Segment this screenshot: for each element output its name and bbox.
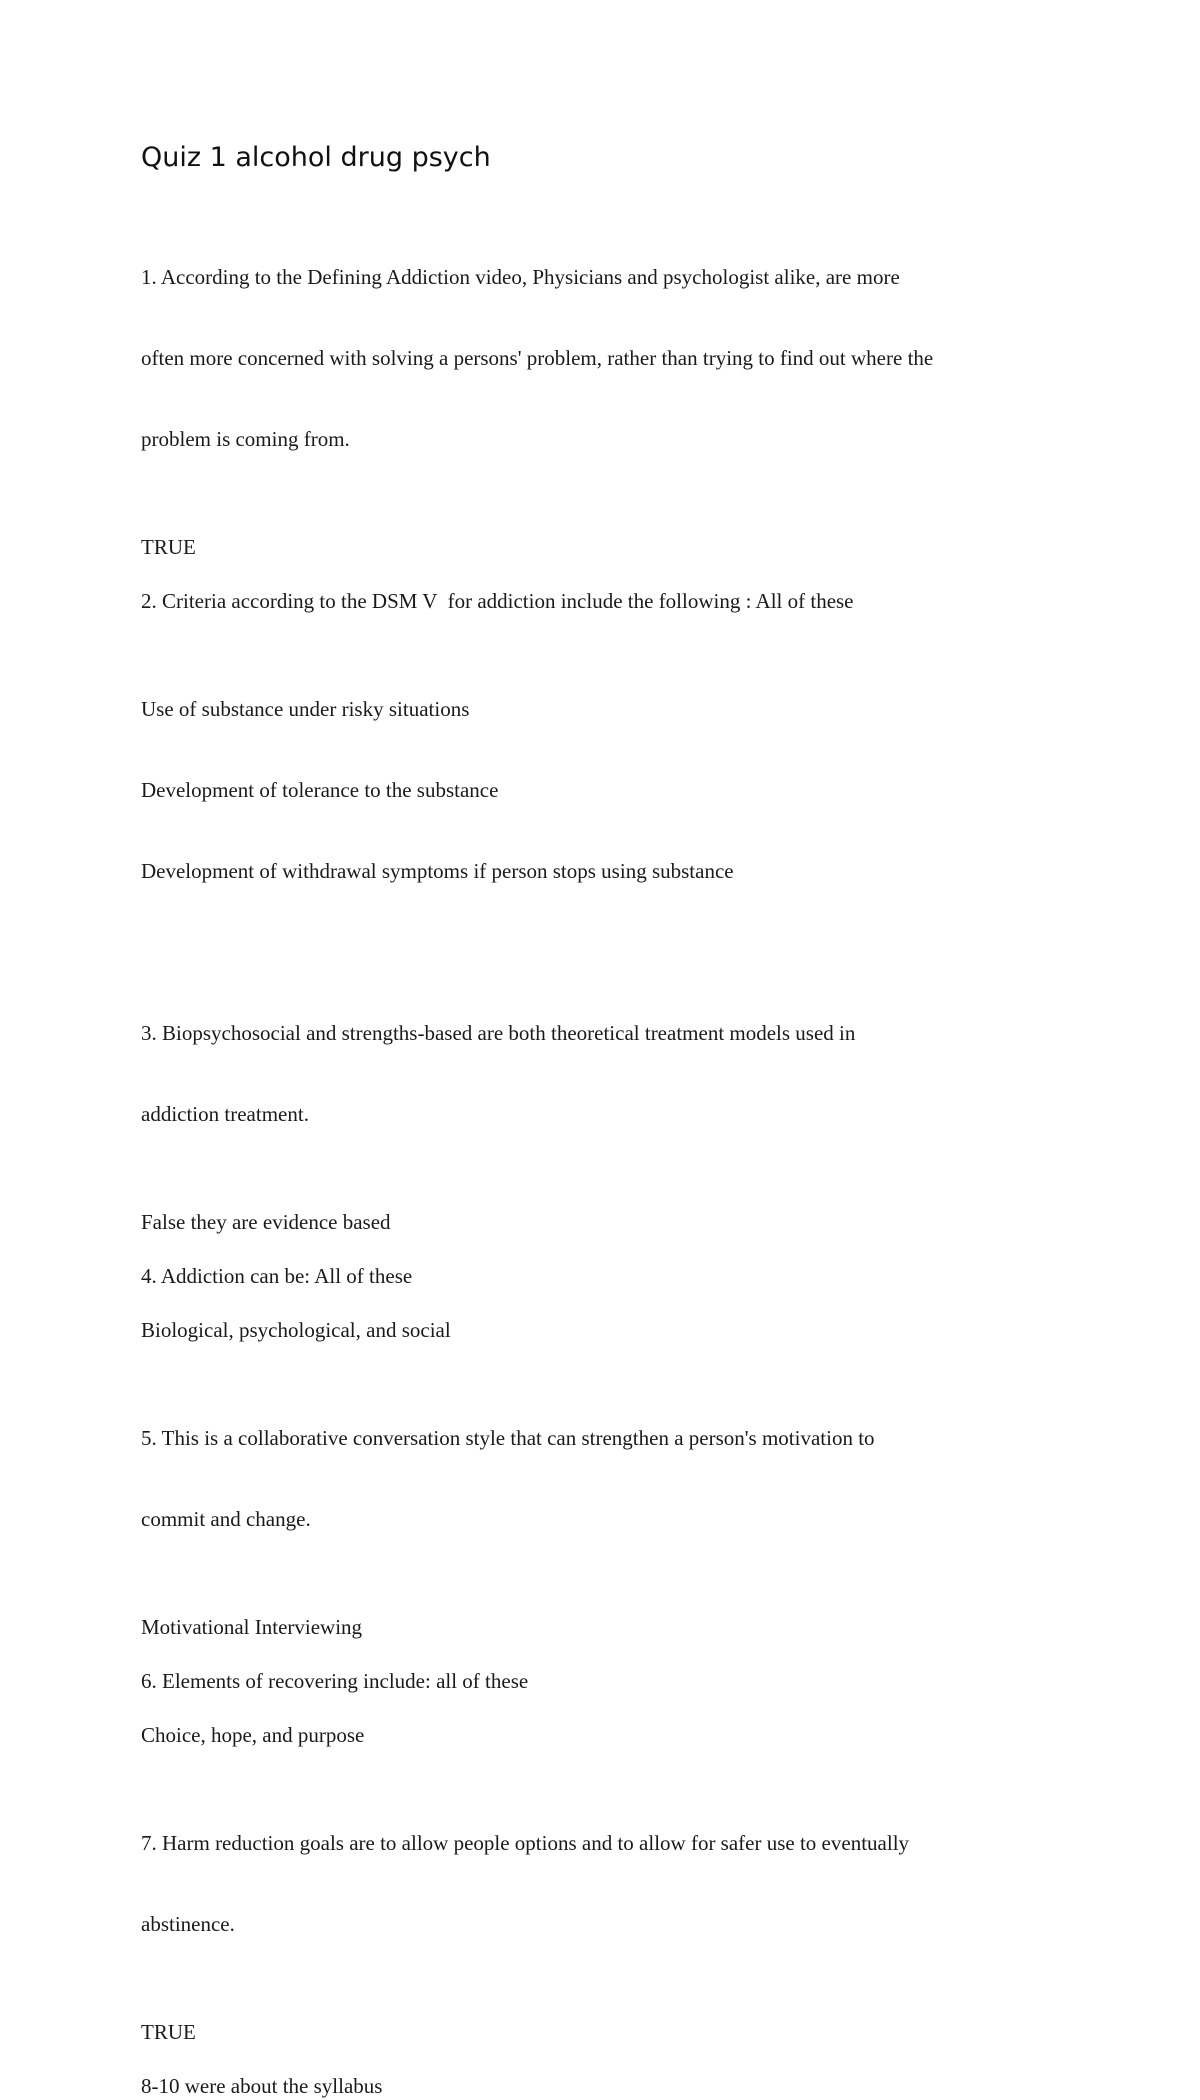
answer-6: Choice, hope, and purpose [141, 1723, 365, 1747]
question-1 [141, 210, 1066, 507]
answer-4: Biological, psychological, and social [141, 1318, 451, 1342]
option-item: Use of substance under risky situations [141, 697, 470, 721]
question-6: 6. Elements of recovering include: all of these [141, 1669, 529, 1693]
question-3 [141, 966, 1066, 1182]
question-5-line: 5. This is a collaborative conversation style that can strengthen a person's motivation to [141, 1426, 875, 1450]
answer-5: Motivational Interviewing [141, 1615, 363, 1639]
question-1-line: problem is coming from. [141, 427, 350, 451]
question-1-line: often more concerned with solving a persons' problem, rather than trying to find out where the [141, 346, 934, 370]
question-7-line: 7. Harm reduction goals are to allow people options and to allow for safer use to eventually [141, 1831, 910, 1855]
question-3-line: 3. Biopsychosocial and strengths-based are both theoretical treatment models used in [141, 1021, 856, 1045]
question-2: 2. Criteria according to the DSM V for addiction include the following : All of these [141, 589, 854, 613]
document-title: Quiz 1 alcohol drug psych [141, 142, 491, 173]
option-item: Development of withdrawal symptoms if person stops using substance [141, 859, 734, 883]
question-2-options [141, 642, 1066, 939]
question-5-line: commit and change. [141, 1507, 311, 1531]
question-7 [141, 1776, 1066, 1992]
question-4: 4. Addiction can be: All of these [141, 1264, 413, 1288]
answer-1: TRUE [141, 535, 196, 559]
question-1-line: 1. According to the Defining Addiction video, Physicians and psychologist alike, are more [141, 265, 900, 289]
answer-3: False they are evidence based [141, 1210, 391, 1234]
document-content [141, 140, 1066, 2100]
option-item: Development of tolerance to the substance [141, 778, 499, 802]
answer-7: TRUE [141, 2020, 196, 2044]
question-7-line: abstinence. [141, 1912, 235, 1936]
question-3-line: addiction treatment. [141, 1102, 309, 1126]
closing-note: 8-10 were about the syllabus [141, 2074, 383, 2098]
document-body [141, 210, 1066, 2100]
question-5 [141, 1371, 1066, 1587]
